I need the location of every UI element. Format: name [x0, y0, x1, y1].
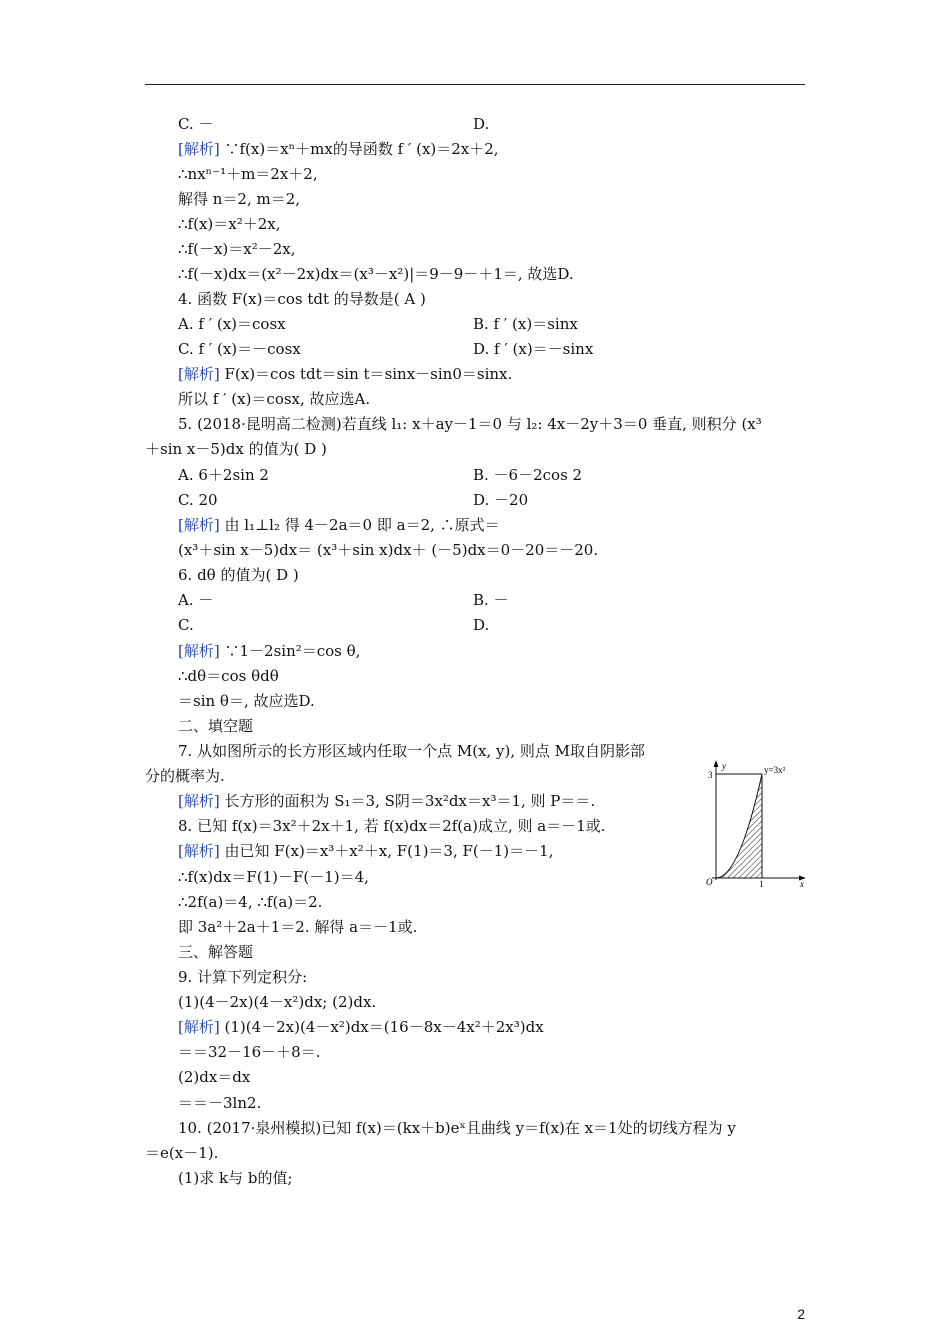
text-line-jx9	[178, 1017, 544, 1037]
text-line-q5a	[178, 465, 269, 485]
text-line-q5bopt	[473, 465, 582, 485]
text-line-q9a	[178, 992, 376, 1012]
line-text: ∴f(－x)＝x²－2x,	[178, 240, 296, 258]
line-text: ∴f(－x)dx＝(x²－2x)dx＝(x³－x²)|＝9－9－＋1＝, 故选D.	[178, 265, 574, 283]
line-text: 5. (2018·昆明高二检测)若直线 l₁: x＋ay－1＝0 与 l₂: 4x－2y＋3＝0 垂直, 则积分 (x³	[178, 415, 762, 433]
line-text: ∴dθ＝cos θdθ	[178, 667, 279, 685]
text-line-l5b	[178, 540, 598, 560]
analysis-tag: [解析]	[178, 140, 220, 158]
text-line-q6	[178, 565, 299, 585]
line-text: ＝sin θ＝, 故应选D.	[178, 692, 315, 710]
text-line-l3	[178, 164, 318, 184]
text-line-l6c	[178, 691, 315, 711]
text-line-q6a	[178, 590, 213, 610]
y-axis-arrow	[714, 760, 719, 767]
text-line-q10b	[145, 1143, 218, 1163]
x-axis-label: x	[800, 879, 804, 888]
line-text: D. －20	[473, 491, 529, 509]
line-text: C.	[178, 616, 194, 634]
text-line-l4b	[178, 389, 370, 409]
text-line-d-opt	[473, 114, 489, 134]
line-text: C. －	[178, 115, 214, 133]
text-line-q5d	[473, 490, 528, 510]
text-line-q4	[178, 289, 426, 309]
line-text: (1)(4－2x)(4－x²)dx＝(16－8x－4x²＋2x³)dx	[219, 1018, 544, 1036]
text-line-l5	[178, 214, 281, 234]
line-text: 解得 n＝2, m＝2,	[178, 190, 301, 208]
text-line-q5c	[178, 490, 218, 510]
curve-label: y=3x²	[764, 765, 786, 775]
shaded-area-figure	[700, 758, 810, 888]
line-text: ＋sin x－5)dx 的值为( D )	[145, 440, 327, 458]
text-line-q10	[178, 1118, 736, 1138]
text-line-q10a	[178, 1168, 293, 1188]
y-axis-label: y	[722, 761, 726, 771]
text-line-l7	[178, 264, 574, 284]
text-line-c-opt	[178, 114, 213, 134]
line-text: (2)dx＝dx	[178, 1068, 251, 1086]
line-text: A. 6＋2sin 2	[178, 466, 269, 484]
text-line-q9	[178, 967, 307, 987]
line-text: ∴2f(a)＝4, ∴f(a)＝2.	[178, 893, 323, 911]
y-tick-label: 3	[708, 770, 713, 780]
text-line-l8b	[178, 867, 369, 887]
text-line-l6	[178, 239, 296, 259]
line-text: ∴f(x)dx＝F(1)－F(－1)＝4,	[178, 868, 369, 886]
text-line-sec3	[178, 942, 253, 962]
line-text: 6. dθ 的值为( D )	[178, 566, 299, 584]
line-text: F(x)＝cos tdt＝sin t＝sinx－sin0＝sinx.	[219, 365, 513, 383]
text-line-l9d	[178, 1093, 261, 1113]
line-text: 8. 已知 f(x)＝3x²＋2x＋1, 若 f(x)dx＝2f(a)成立, 则 a＝－1或.	[178, 817, 606, 835]
page-number: 2	[797, 1306, 805, 1322]
line-text: 即 3a²＋2a＋1＝2. 解得 a＝－1或.	[178, 918, 418, 936]
text-line-q8	[178, 816, 606, 836]
text-line-l8d	[178, 917, 417, 937]
line-text: ＝＝－3ln2.	[178, 1094, 262, 1112]
text-line-q7b	[145, 766, 225, 786]
analysis-tag: [解析]	[178, 365, 220, 383]
text-line-sec2	[178, 716, 253, 736]
analysis-tag: [解析]	[178, 842, 220, 860]
analysis-tag: [解析]	[178, 1018, 220, 1036]
line-text: ∵1－2sin²＝cos θ,	[219, 642, 361, 660]
text-line-q6d	[473, 615, 489, 635]
line-text: B. f ′ (x)＝sinx	[473, 315, 578, 333]
line-text: A. f ′ (x)＝cosx	[178, 315, 286, 333]
line-text: 分的概率为.	[145, 767, 225, 785]
text-line-jx5	[178, 515, 500, 535]
line-text: (x³＋sin x－5)dx＝ (x³＋sin x)dx＋ (－5)dx＝0－20＝－20.	[178, 541, 599, 559]
text-line-q7	[178, 741, 645, 761]
line-text: 二、填空题	[178, 717, 254, 735]
line-text: (1)求 k与 b的值;	[178, 1169, 293, 1187]
line-text: ＝＝32－16－＋8＝.	[178, 1043, 321, 1061]
text-line-q4d	[473, 339, 593, 359]
line-text: C. f ′ (x)＝－cosx	[178, 340, 301, 358]
line-text: B. －6－2cos 2	[473, 466, 583, 484]
text-line-q4a	[178, 314, 286, 334]
text-line-jx6	[178, 641, 360, 661]
shaded-region	[716, 774, 762, 878]
text-line-l9b	[178, 1042, 321, 1062]
text-line-q4b	[473, 314, 578, 334]
line-text: 所以 f ′ (x)＝cosx, 故应选A.	[178, 390, 371, 408]
header-rule	[145, 84, 805, 85]
text-line-jx7	[178, 791, 595, 811]
line-text: 7. 从如图所示的长方形区域内任取一个点 M(x, y), 则点 M取自阴影部	[178, 742, 646, 760]
line-text: 10. (2017·泉州模拟)已知 f(x)＝(kx＋b)eˣ且曲线 y＝f(x)在 x＝1处的切线方程为 y	[178, 1119, 736, 1137]
analysis-tag: [解析]	[178, 516, 220, 534]
line-text: ∴nxⁿ⁻¹＋m＝2x＋2,	[178, 165, 318, 183]
text-line-l6b	[178, 666, 279, 686]
line-text: ＝e(x－1).	[145, 1144, 219, 1162]
origin-label: O	[706, 877, 713, 887]
text-line-jx4	[178, 364, 512, 384]
text-line-q5b	[145, 439, 327, 459]
line-text: (1)(4－2x)(4－x²)dx; (2)dx.	[178, 993, 377, 1011]
line-text: D.	[473, 616, 490, 634]
line-text: 三、解答题	[178, 943, 254, 961]
analysis-tag: [解析]	[178, 642, 220, 660]
line-text: ∴f(x)＝x²＋2x,	[178, 215, 281, 233]
line-text: D. f ′ (x)＝－sinx	[473, 340, 594, 358]
line-text: 由已知 F(x)＝x³＋x²＋x, F(1)＝3, F(－1)＝－1,	[219, 842, 554, 860]
text-line-q5	[178, 414, 762, 434]
line-text: C. 20	[178, 491, 218, 509]
analysis-tag: [解析]	[178, 792, 220, 810]
text-line-jx8	[178, 841, 553, 861]
line-text: A. －	[178, 591, 214, 609]
text-line-l9c	[178, 1067, 250, 1087]
text-line-q4c	[178, 339, 301, 359]
text-line-l8c	[178, 892, 322, 912]
line-text: 由 l₁⊥l₂ 得 4－2a＝0 即 a＝2, ∴原式＝	[219, 516, 500, 534]
text-line-jx1	[178, 139, 499, 159]
line-text: 长方形的面积为 S₁＝3, S阴＝3x²dx＝x³＝1, 则 P＝＝.	[219, 792, 596, 810]
line-text: D.	[473, 115, 490, 133]
text-line-q6c	[178, 615, 194, 635]
x-tick-label: 1	[759, 879, 764, 888]
text-line-q6b	[473, 590, 509, 610]
text-line-l4	[178, 189, 300, 209]
line-text: 9. 计算下列定积分:	[178, 968, 308, 986]
line-text: ∵f(x)＝xⁿ＋mx的导函数 f ′ (x)＝2x＋2,	[219, 140, 499, 158]
line-text: 4. 函数 F(x)＝cos tdt 的导数是( A )	[178, 290, 426, 308]
line-text: B. －	[473, 591, 509, 609]
